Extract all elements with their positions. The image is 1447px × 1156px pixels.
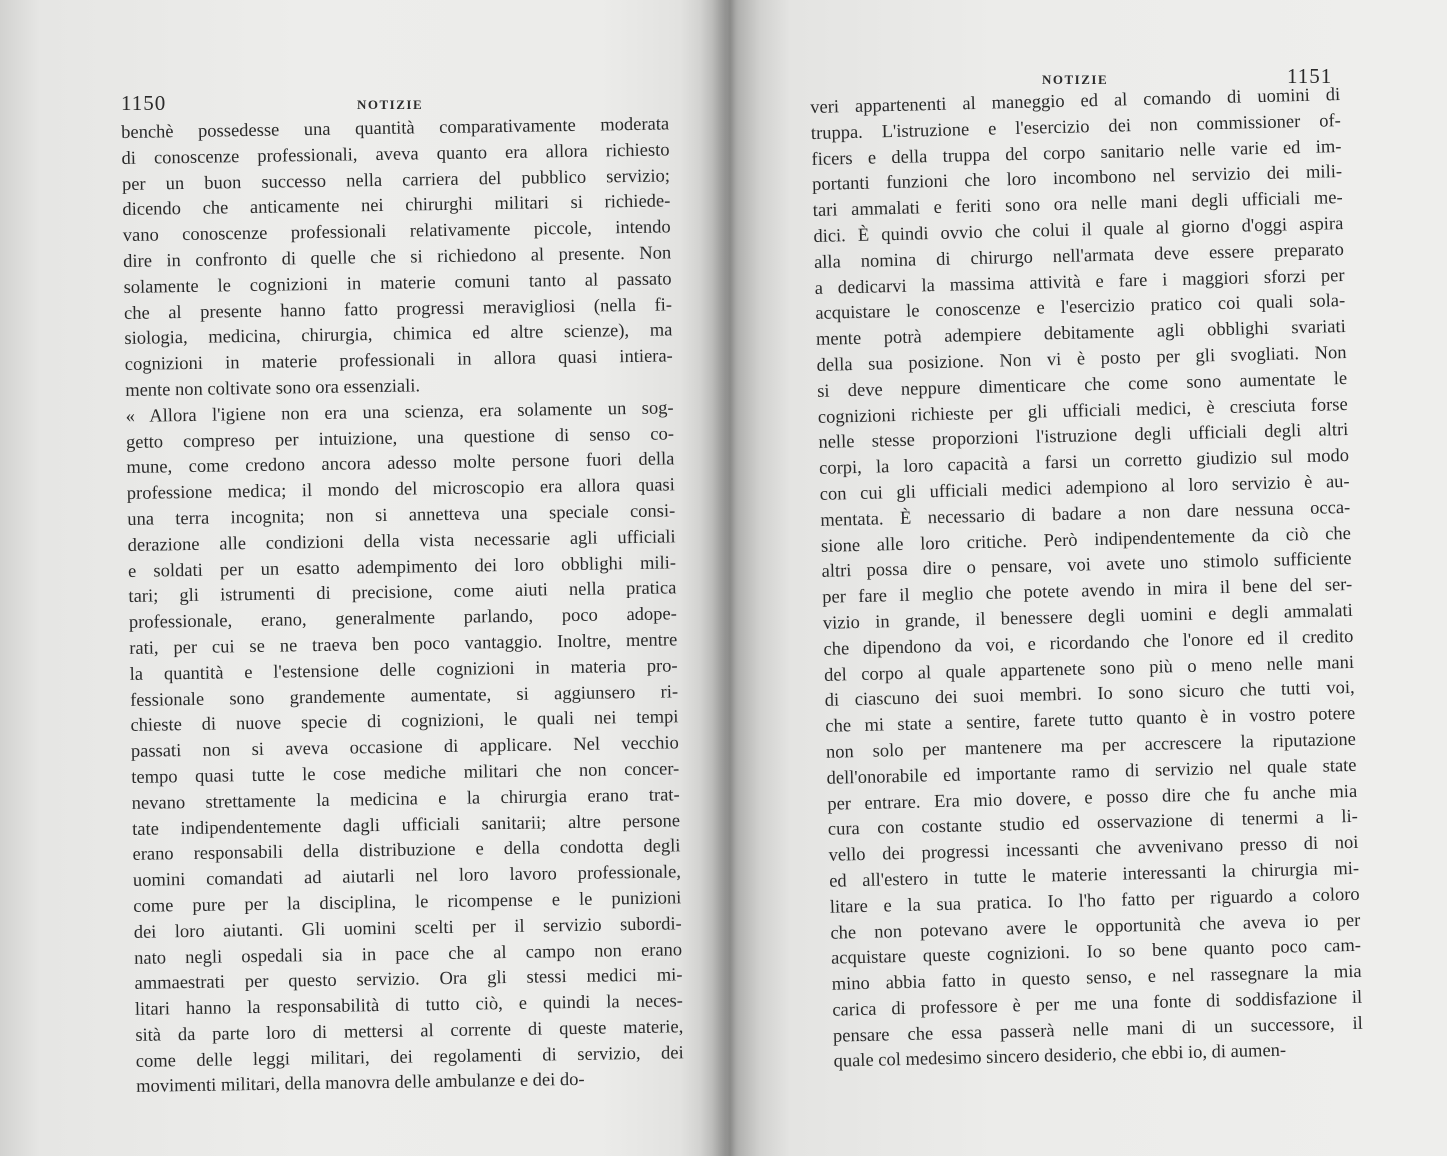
text-line: derazione alle condizioni della vista necessarie agli ufficiali [127,527,676,556]
right-page [730,0,1447,1156]
text-line: ammaestrati per questo servizio. Ora gli stessi medici mi- [134,965,683,995]
text-line: tari ammalati e feriti sono ora nelle mani degli ufficiali me- [812,188,1343,222]
text-line: vizio in grande, il benessere degli uomini e degli ammalati [822,600,1353,634]
text-line: altri possa dire o pensare, voi avete uno stimolo sufficiente [821,549,1352,583]
left-page [0,0,718,1156]
text-line: che al presente hanno fatto progressi meravigliosi (nella fi- [123,294,673,324]
text-line: dell'onorabile ed importante ramo di servizio nel quale state [826,755,1357,789]
text-line: acquistare queste cognizioni. Io so bene quanto poco cam- [830,936,1362,970]
text-line: acquistare le conoscenze e l'esercizio pratico coi quali sola- [815,291,1346,325]
running-head: NOTIZIE [357,97,424,112]
text-line: non solo per mantenere ma per accrescere la riputazione [825,729,1357,763]
text-line: vello dei progressi incessanti che avvenivano presso di noi [828,832,1359,866]
text-line: chieste di nuove specie di cognizioni, le quali nei tempi [130,707,679,737]
text-line: mente non coltivate sono ora essenziali. [125,376,421,401]
text-line: carica di professore è per me una fonte di soddisfazione il [832,987,1363,1021]
text-line: professionale, erano, generalmente parlando, poco adope- [128,604,677,634]
text-line: mentata. È necessario di badare a non dare nessuna occa- [820,497,1351,531]
text-line: di conoscenze professionali, aveva quanto era allora richiesto [121,140,670,169]
text-line: dicendo che anticamente nei chirurghi militari si richiede- [122,191,671,221]
text-line: mente potrà adempiere debitamente agli obblighi svariati [815,317,1347,351]
text-line: tempo quasi tutte le cose mediche militari che non concer- [131,759,680,788]
text-line: la quantità e l'estensione delle cognizioni in materia pro- [129,656,678,685]
text-line: litare e la sua pratica. Io l'ho fatto per riguardo a coloro [829,884,1360,918]
text-line: passati non si aveva occasione di applicare. Nel vecchio [130,733,680,763]
text-line: tate indipendentemente dagli ufficiali sanitarii; altre persone [131,810,681,840]
text-line: sità da parte loro di mettersi al corrente di queste materie, [135,1017,684,1046]
text-line: pensare che essa passerà nelle mani di un successore, il [832,1013,1364,1047]
text-line: si deve neppure dimenticare che come sono aumentate le [816,368,1348,402]
text-line: « Allora l'igiene non era una scienza, era solamente un sog- [125,398,674,427]
text-line: sione alle loro critiche. Però indipendentemente da ciò che [820,523,1352,557]
text-line: nelle stesse proporzioni l'istruzione degli ufficiali degli altri [818,420,1349,454]
text-line: uomini comandati ad aiutarli nel loro lavoro professionale, [132,862,682,892]
text-line: mune, come credono ancora adesso molte persone fuori della [126,449,675,479]
text-line: cognizioni in materie professionali in allora quasi intiera- [124,346,673,376]
text-line: di ciascuno dei suoi membri. Io sono sicuro che tutti voi, [824,678,1355,712]
page-number: 1150 [121,91,167,115]
text-line: alla nomina di chirurgo nell'armata deve essere preparato [813,239,1345,273]
text-line: cura con costante studio ed osservazione di tenermi a li- [827,807,1359,841]
text-line: nato negli ospedali sia in pace che al campo non erano [133,939,683,969]
text-line: rati, per cui se ne traeva ben poco vantaggio. Inoltre, mentre [129,630,678,659]
text-line: che dipendono da voi, e ricordando che l'onore ed il credito [823,626,1354,660]
text-line: benchè possedesse una quantità comparativamente moderata [121,114,670,143]
text-line: della sua posizione. Non vi è posto per gli svogliati. Non [816,342,1347,376]
text-line: litari hanno la responsabilità di tutto ciò, e quindi la neces- [134,991,684,1020]
text-line: cognizioni richieste per gli ufficiali medici, è cresciuta forse [817,394,1348,428]
text-line: solamente le cognizioni in materie comuni tanto al passato [123,269,672,298]
text-line: per un buon successo nella carriera del pubblico servizio; [121,165,671,195]
text-line: getto compreso per intuizione, una questione di senso co- [125,423,675,453]
text-line: una terra incognita; non si annetteva una speciale consi- [127,501,676,530]
page-body-text [810,83,1364,1076]
text-line: siologia, medicina, chirurgia, chimica ed altre scienze), ma [124,320,673,350]
text-line: portanti funzioni che loro incombono nel servizio dei mili- [811,162,1343,196]
text-line: dici. È quindi ovvio che colui il quale al giorno d'oggi aspira [813,213,1344,247]
text-line: e soldati per un esatto adempimento dei loro obblighi mili- [127,552,677,582]
text-line: nevano strettamente la medicina e la chirurgia erano trat- [131,785,680,814]
text-line: a dedicarvi la massima attività e fare i maggiori sforzi per [814,265,1345,299]
text-line: mino abbia fatto in questo senso, e nel rassegnare la mia [831,961,1362,995]
page-number: 1151 [1287,64,1333,88]
text-line: tari; gli istrumenti di precisione, come aiuti nella pratica [128,578,677,608]
text-line: per entrare. Era mio dovere, e posso dire che fu anche mia [827,781,1358,815]
text-line: vano conoscenze professionali relativamente piccole, intendo [122,217,671,247]
text-line: per fare il meglio che potete avendo in mira il bene del ser- [822,575,1353,608]
text-line: corpi, la loro capacità a farsi un corretto giudizio sul modo [818,446,1350,480]
text-line: dei loro aiutanti. Gli uomini scelti per il servizio subordi- [133,913,682,943]
text-line: del corpo al quale appartenete sono più o meno nelle mani [823,652,1355,686]
text-line: fessionale sono grandemente aumentate, si aggiunsero ri- [129,681,679,711]
text-line: veri appartenenti al maneggio ed al comando di uomini di [810,85,1341,118]
page-body-text [121,112,684,1101]
text-line: come pure per la disciplina, le ricompense e le punizioni [133,888,682,917]
text-line: movimenti militari, della manovra delle ambulanze e dei do- [136,1070,585,1098]
text-line: che non potevano avere le opportunità che aveva io per [830,910,1361,944]
text-line: ed all'estero in tutte le materie interessanti la chirurgia mi- [828,858,1360,892]
text-line: dire in confronto di quelle che si richiedono al presente. Non [123,243,672,272]
text-line: che mi state a sentire, farete tutto quanto è in vostro potere [825,703,1356,737]
text-line: con cui gli ufficiali medici adempiono al loro servizio è au- [819,471,1350,505]
text-line: quale col medesimo sincero desiderio, che ebbi io, di aumen- [833,1041,1287,1073]
text-line: professione medica; il mondo del microscopio era allora quasi [126,475,675,505]
text-line: come delle leggi militari, dei regolamenti di servizio, dei [135,1042,684,1072]
text-line: erano responsabili della distribuzione e della condotta degli [132,836,681,866]
running-head: NOTIZIE [1042,72,1109,87]
text-line: ficers e della truppa del corpo sanitario nelle varie ed im- [811,136,1342,170]
text-line: truppa. L'istruzione e l'esercizio dei non commissioner of- [810,110,1342,144]
